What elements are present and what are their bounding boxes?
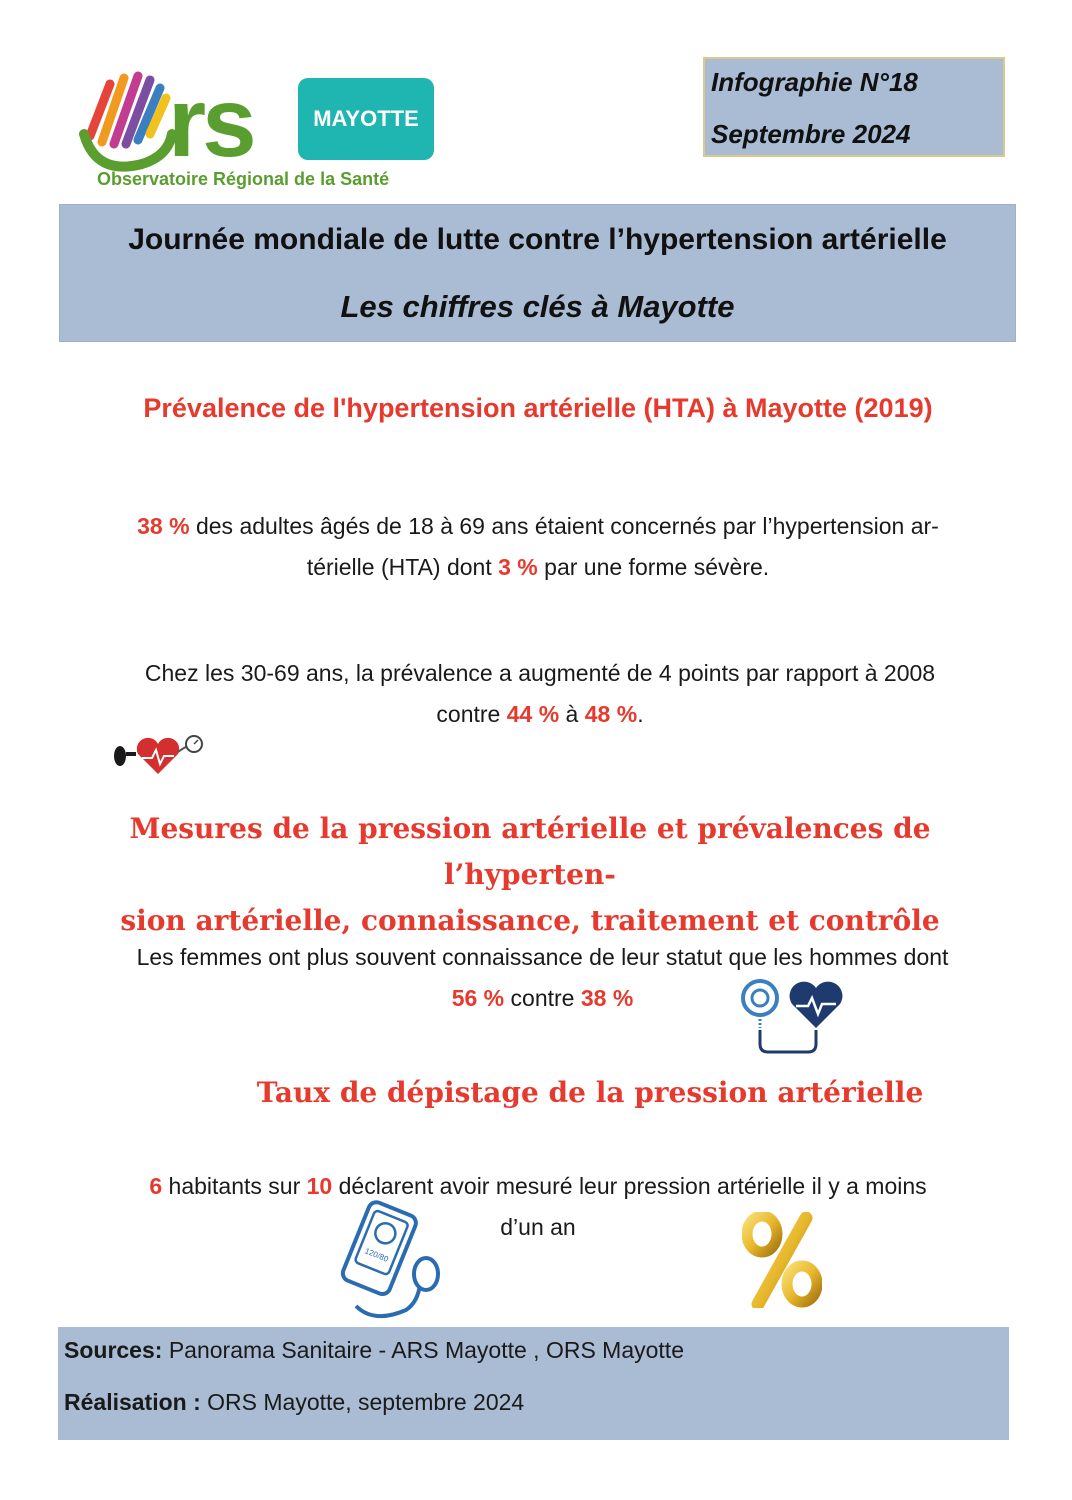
- value-38-percent: 38 %: [580, 985, 634, 1011]
- infographic-date: Septembre 2024: [711, 119, 911, 149]
- text: déclarent avoir mesuré leur pression artérielle il y a moins: [332, 1173, 927, 1199]
- value-10: 10: [306, 1173, 333, 1199]
- infographic-label-box: [703, 57, 1005, 157]
- sources-line: [64, 1337, 684, 1364]
- logo-subtitle: Observatoire Régional de la Santé: [97, 169, 390, 189]
- text: des adultes âgés de 18 à 69 ans étaient concernés par l’hypertension ar-: [189, 513, 939, 539]
- realisation-line: [64, 1389, 524, 1416]
- realisation-label: Réalisation :: [64, 1389, 201, 1415]
- percent-icon: [742, 1212, 822, 1308]
- blood-pressure-monitor-icon: [334, 1200, 446, 1324]
- title-banner: [59, 204, 1016, 342]
- text: contre: [504, 985, 581, 1011]
- heading-line: sion artérielle, connaissance, traitement et contrôle: [120, 904, 940, 937]
- infographic-number: Infographie N°18: [711, 67, 918, 97]
- page-subtitle: Les chiffres clés à Mayotte: [340, 289, 735, 324]
- text: Les femmes ont plus souvent connaissance de leur statut que les hommes dont: [136, 944, 949, 970]
- text: habitants sur: [162, 1173, 307, 1199]
- value-6: 6: [149, 1173, 163, 1199]
- text: d’un an: [500, 1214, 576, 1240]
- heading-line: Mesures de la pression artérielle et prévalences de l’hyperten-: [129, 812, 931, 891]
- text: .: [637, 701, 644, 727]
- logo-badge-text: MAYOTTE: [313, 106, 419, 131]
- text: par une forme sévère.: [537, 554, 770, 580]
- text: contre: [436, 701, 507, 727]
- value-38-percent: 38 %: [137, 513, 190, 539]
- section-heading-prevalence: Prévalence de l'hypertension artérielle (HTA) à Mayotte (2019): [143, 393, 933, 423]
- section-heading-measures: [40, 806, 1020, 944]
- logo-letters: rs: [168, 67, 253, 177]
- sources-text: Panorama Sanitaire - ARS Mayotte , ORS Mayotte: [162, 1337, 684, 1363]
- blood-pressure-heart-icon: [108, 732, 208, 778]
- value-56-percent: 56 %: [451, 985, 505, 1011]
- realisation-text: ORS Mayotte, septembre 2024: [200, 1389, 525, 1415]
- value-44-percent: 44 %: [506, 701, 560, 727]
- stethoscope-heart-icon: [736, 978, 848, 1058]
- monitor-reading: 120/80: [363, 1246, 390, 1264]
- section-heading-screening: Taux de dépistage de la pression artérielle: [256, 1076, 924, 1109]
- increase-paragraph: [60, 653, 1020, 735]
- value-3-percent: 3 %: [498, 554, 538, 580]
- page-title: Journée mondiale de lutte contre l’hypertension artérielle: [128, 223, 947, 256]
- value-48-percent: 48 %: [584, 701, 638, 727]
- text: à: [559, 701, 585, 727]
- prevalence-paragraph: [60, 506, 1016, 588]
- text: térielle (HTA) dont: [306, 554, 499, 580]
- text: Chez les 30-69 ans, la prévalence a augmenté de 4 points par rapport à 2008: [144, 660, 936, 686]
- sources-label: Sources:: [64, 1337, 163, 1363]
- awareness-paragraph: [55, 937, 1030, 1019]
- screening-paragraph: [60, 1166, 1016, 1248]
- sources-footer: [58, 1327, 1009, 1440]
